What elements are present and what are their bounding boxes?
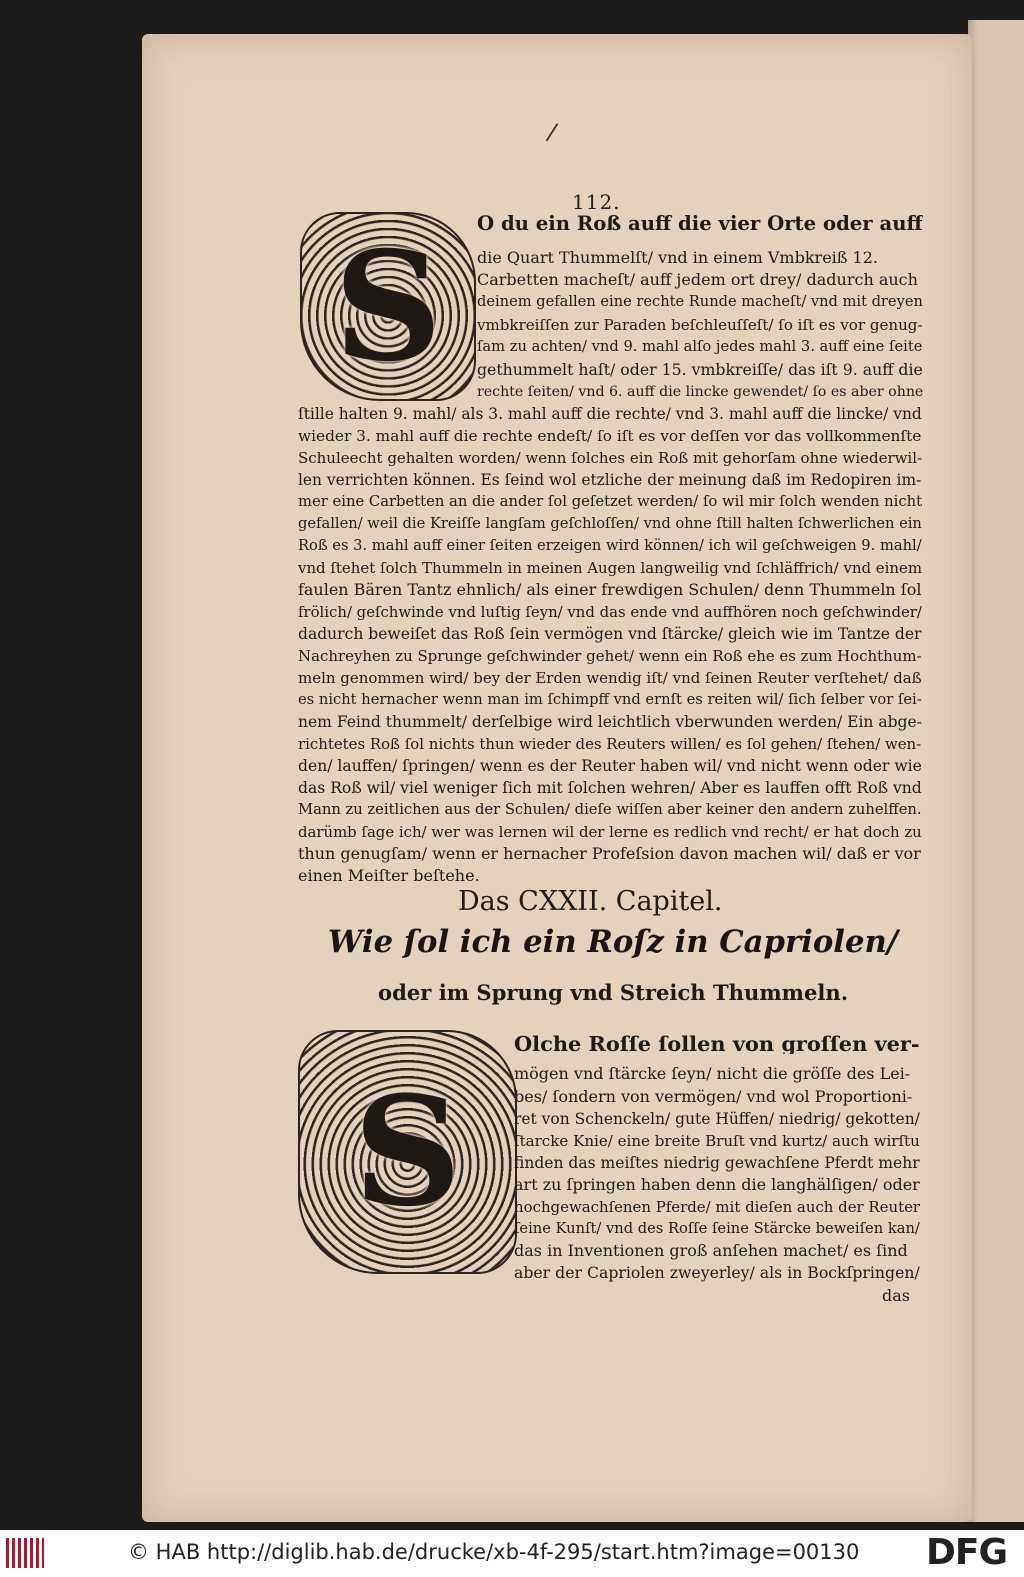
dfg-logo: DFG	[926, 1532, 1008, 1573]
pen-mark: /	[544, 117, 560, 147]
body-text-line: bes/ ſondern von vermögen/ vnd wol Proportioni-	[514, 1087, 913, 1106]
body-text-line: vmbkreiſſen zur Paraden beſchleuſſeſt/ ſo iſt es vor genug-	[477, 316, 923, 334]
body-text-line: die Quart Thummelſt/ vnd in einem Vmbkreiß 12.	[477, 248, 878, 267]
body-text-line: Nachreyhen zu Sprunge geſchwinder gehet/ wenn ein Roß ehe es zum Hochthum-	[298, 647, 922, 665]
body-text-line: len verrichten können. Es ſeind wol etzliche der meinung daß im Redopiren im-	[298, 471, 922, 489]
initial-letter: S	[333, 218, 443, 395]
body-text-line: das in Inventionen groß anſehen machet/ es ſind	[514, 1241, 908, 1260]
page-number: 112.	[572, 190, 621, 214]
body-text-line: einen Meiſter beſtehe.	[298, 866, 480, 885]
chapter-number: Das CXXII. Capitel.	[458, 886, 723, 917]
body-text-line: deinem gefallen eine rechte Runde macheſt/ vnd mit dreyen	[477, 293, 923, 310]
next-page-edge	[968, 20, 1024, 1522]
body-text-line: Roß es 3. mahl auff einer ſeiten erzeigen wird können/ ich wil geſchweigen 9. mahl/	[298, 537, 922, 554]
body-text-line: ret von Schenckeln/ gute Hüffen/ niedrig/ gekotten/	[514, 1110, 920, 1128]
body-text-line: ſeine Kunſt/ vnd des Roſſe ſeine Stärcke beweiſen kan/	[514, 1220, 920, 1237]
chapter-title: Wie ſol ich ein Roſz in Capriolen/	[328, 924, 899, 960]
chapter-subtitle: oder im Sprung vnd Streich Thummeln.	[378, 980, 849, 1005]
copyright-link[interactable]: © HAB http://diglib.hab.de/drucke/xb-4f-295/start.htm?image=00130	[128, 1540, 860, 1564]
decorated-initial	[300, 212, 476, 401]
footer-bar	[0, 1530, 1024, 1577]
body-text-line: das Roß wil/ viel weniger ſich mit ſolchen wehren/ Aber es lauffen offt Roß vnd	[298, 779, 922, 797]
body-text-line: Carbetten macheſt/ auff jedem ort drey/ dadurch auch	[477, 270, 918, 289]
decorated-initial	[298, 1030, 517, 1274]
body-text-line: thun genugſam/ wenn er hernacher Profeſsion davon machen wil/ daß er vor	[298, 844, 921, 863]
body-text-line: Schuleecht gehalten worden/ wenn ſolches ein Roß mit gehorſam ohne wiederwil-	[298, 449, 922, 467]
body-text-line: wieder 3. mahl auff die rechte endeſt/ ſo iſt es vor deſſen vor das vollkommenſte	[298, 427, 922, 445]
body-text-line: aber der Capriolen zweyerley/ als in Bockſpringen/	[514, 1263, 920, 1282]
body-text-line: dadurch beweiſet das Roß ſein vermögen vnd ſtärcke/ gleich wie im Tantze der	[298, 625, 922, 643]
body-text-line: Olche Roſſe ſollen von groſſen ver-	[514, 1034, 920, 1054]
body-text-line: ſtille halten 9. mahl/ als 3. mahl auff die rechte/ vnd 3. mahl auff die lincke/ vnd	[298, 405, 922, 423]
body-text-line: O du ein Roß auff die vier Orte oder auff	[477, 214, 923, 234]
body-text-line: vnd ſtehet ſolch Thummeln in meinen Augen langweilig vnd ſchläffrich/ vnd einem	[298, 559, 922, 577]
body-text-line: richtetes Roß ſol nichts thun wieder des Reuters willen/ es ſol gehen/ ſtehen/ wen-	[298, 735, 922, 753]
initial-letter: S	[353, 1064, 462, 1240]
body-text-line: ſam zu achten/ vnd 9. mahl alſo jedes mahl 3. auff eine ſeite	[477, 338, 923, 355]
body-text-line: art zu ſpringen haben denn die langhälſigen/ oder	[514, 1175, 920, 1194]
body-text-line: hochgewachſenen Pferde/ mit dieſen auch der Reuter	[514, 1198, 920, 1216]
body-text-line: gethummelt haſt/ oder 15. vmbkreiſſe/ das iſt 9. auff die	[477, 360, 923, 379]
body-text-line: gefallen/ weil die Kreiſſe langſam geſchloſſen/ vnd ohne ſtill halten ſchwerlichen ein	[298, 515, 922, 532]
body-text-line: rechte ſeiten/ vnd 6. auff die lincke gewendet/ ſo es aber ohne	[477, 384, 923, 400]
body-text-line: ſtarcke Knie/ eine breite Bruſt vnd kurtz/ auch wirſtu	[514, 1132, 920, 1150]
body-text-line: mögen vnd ſtärcke ſeyn/ nicht die gröſſe des Lei-	[514, 1064, 911, 1083]
body-text-line: Mann zu zeitlichen aus der Schulen/ dieſe wiſſen aber keiner den andern zuhelffen.	[298, 801, 922, 818]
body-text-line: den/ lauffen/ ſpringen/ wenn es der Reuter haben wil/ vnd nicht wenn oder wie	[298, 757, 922, 775]
library-logo	[6, 1538, 44, 1568]
body-text-line: nem Feind thummelt/ derſelbige wird leichtlich vberwunden werden/ Ein abge-	[298, 713, 922, 731]
body-text-line: frölich/ geſchwinde vnd luſtig ſeyn/ vnd das ende vnd auffhören noch geſchwinder/	[298, 603, 922, 621]
body-text-line: mer eine Carbetten an die ander ſol geſetzet werden/ ſo wil mir ſolch wenden nicht	[298, 493, 922, 510]
body-text-line: meln genommen wird/ bey der Erden wendig iſt/ vnd ſeinen Reuter verſtehet/ daß	[298, 669, 922, 687]
body-text-line: das	[882, 1286, 910, 1305]
body-text-line: finden das meiſtes niedrig gewachſene Pferdt mehr	[514, 1154, 920, 1172]
body-text-line: darümb ſage ich/ wer was lernen wil der lerne es redlich vnd recht/ er hat doch zu	[298, 823, 922, 841]
body-text-line: es nicht hernacher wenn man im ſchimpff vnd ernſt es reiten wil/ ſich ſelber vor ſei-	[298, 691, 922, 708]
body-text-line: faulen Bären Tantz ehnlich/ als einer frewdigen Schulen/ denn Thummeln ſol	[298, 580, 922, 599]
